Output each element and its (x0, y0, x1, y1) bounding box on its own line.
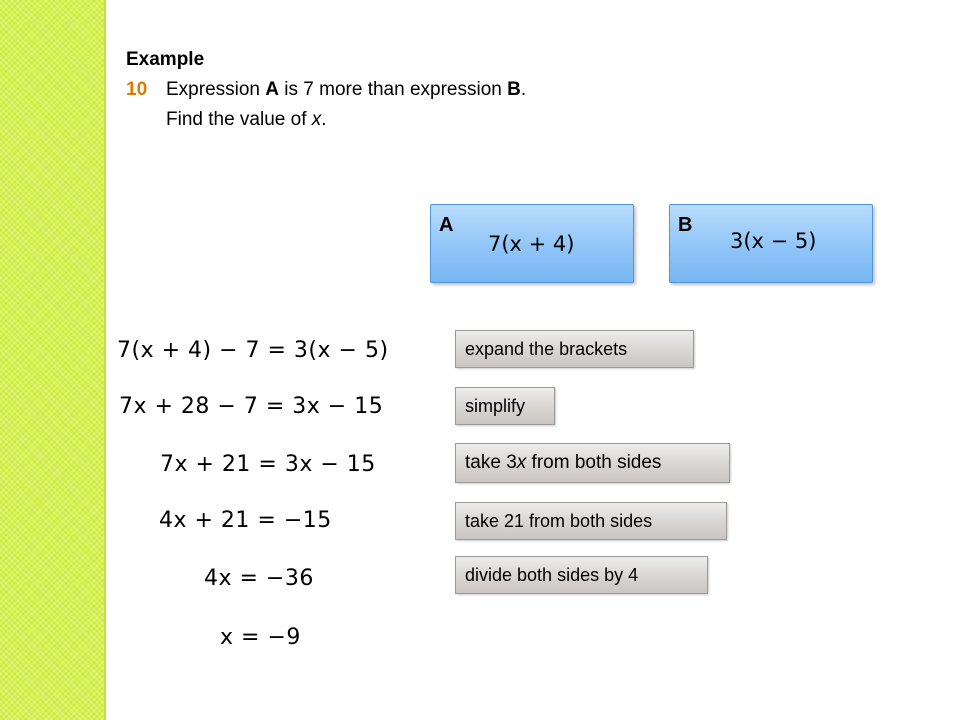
decorative-side-strip (0, 0, 106, 720)
step-simplify: simplify (455, 387, 555, 425)
question-number: 10 (126, 79, 148, 100)
question-line-1: Expression A is 7 more than expression B. (166, 79, 527, 100)
working-line-4: 4x + 21 = −15 (159, 508, 332, 533)
working-line-3: 7x + 21 = 3x − 15 (160, 452, 376, 477)
box-a-expression: 7(x + 4) (488, 232, 575, 256)
expression-box-b (669, 204, 873, 283)
box-a-letter: A (439, 214, 454, 236)
working-line-5: 4x = −36 (204, 566, 314, 591)
expression-box-a (430, 204, 634, 283)
step-divide-by-4: divide both sides by 4 (455, 556, 708, 594)
working-line-2: 7x + 28 − 7 = 3x − 15 (119, 394, 384, 419)
working-line-6: x = −9 (220, 625, 301, 650)
step-take-3x: take 3x from both sides (455, 443, 730, 483)
box-b-expression: 3(x − 5) (730, 229, 817, 253)
question-line-2: Find the value of x. (166, 109, 327, 130)
step-take-21: take 21 from both sides (455, 502, 727, 540)
step-expand-brackets: expand the brackets (455, 330, 694, 368)
box-b-letter: B (678, 214, 693, 236)
working-line-1: 7(x + 4) − 7 = 3(x − 5) (117, 338, 389, 363)
example-title: Example (126, 49, 205, 70)
